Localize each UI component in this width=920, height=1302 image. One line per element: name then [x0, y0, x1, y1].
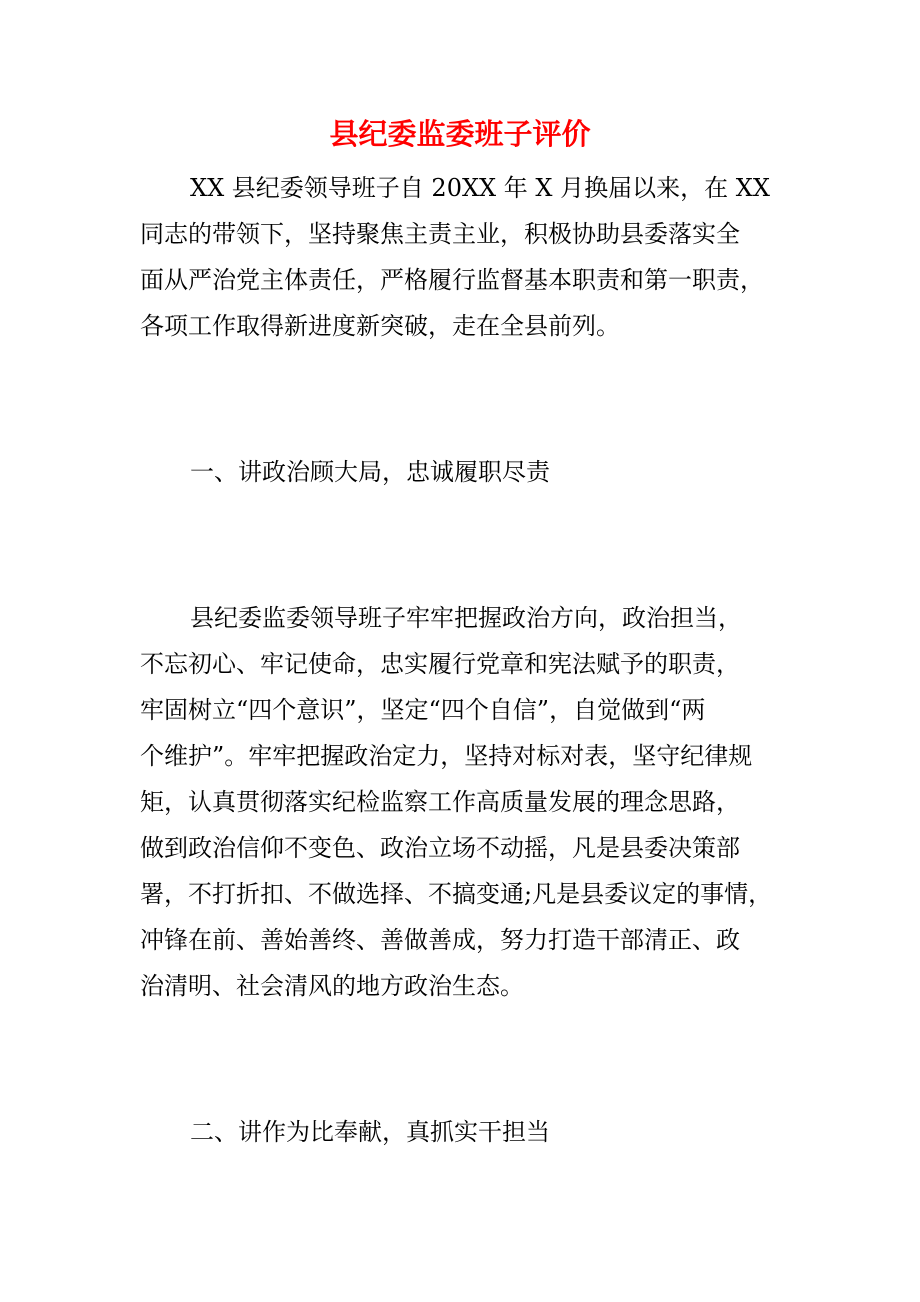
- section-1-line-1: 县纪委监委领导班子牢牢把握政治方向，政治担当，: [190, 604, 742, 632]
- intro-line-3: 面从严治党主体责任，严格履行监督基本职责和第一职责，: [140, 266, 764, 294]
- section-1-heading: 一、讲政治顾大局，忠诚履职尽责: [190, 458, 550, 486]
- section-1-line-6: 做到政治信仰不变色、政治立场不动摇，凡是县委决策部: [140, 834, 740, 862]
- intro-line-2: 同志的带领下，坚持聚焦主责主业，积极协助县委落实全: [140, 220, 740, 248]
- section-1-line-2: 不忘初心、牢记使命，忠实履行党章和宪法赋予的职责，: [140, 650, 740, 678]
- section-1-line-5: 矩，认真贯彻落实纪检监察工作高质量发展的理念思路，: [140, 788, 740, 816]
- document-title: 县纪委监委班子评价: [329, 117, 591, 151]
- intro-line-4: 各项工作取得新进度新突破，走在全县前列。: [140, 312, 620, 340]
- intro-line-1: XX 县纪委领导班子自 20XX 年 X 月换届以来，在 XX: [190, 174, 770, 202]
- section-1-line-3: 牢固树立“四个意识”，坚定“四个自信”，自觉做到“两: [140, 696, 706, 724]
- section-1-line-9: 治清明、社会清风的地方政治生态。: [140, 972, 524, 1000]
- section-1-line-7: 署，不打折扣、不做选择、不搞变通;凡是县委议定的事情，: [140, 880, 773, 908]
- section-1-line-4: 个维护”。牢牢把握政治定力，坚持对标对表，坚守纪律规: [140, 742, 753, 770]
- section-1-line-8: 冲锋在前、善始善终、善做善成，努力打造干部清正、政: [140, 926, 740, 954]
- section-2-heading: 二、讲作为比奉献，真抓实干担当: [190, 1118, 550, 1146]
